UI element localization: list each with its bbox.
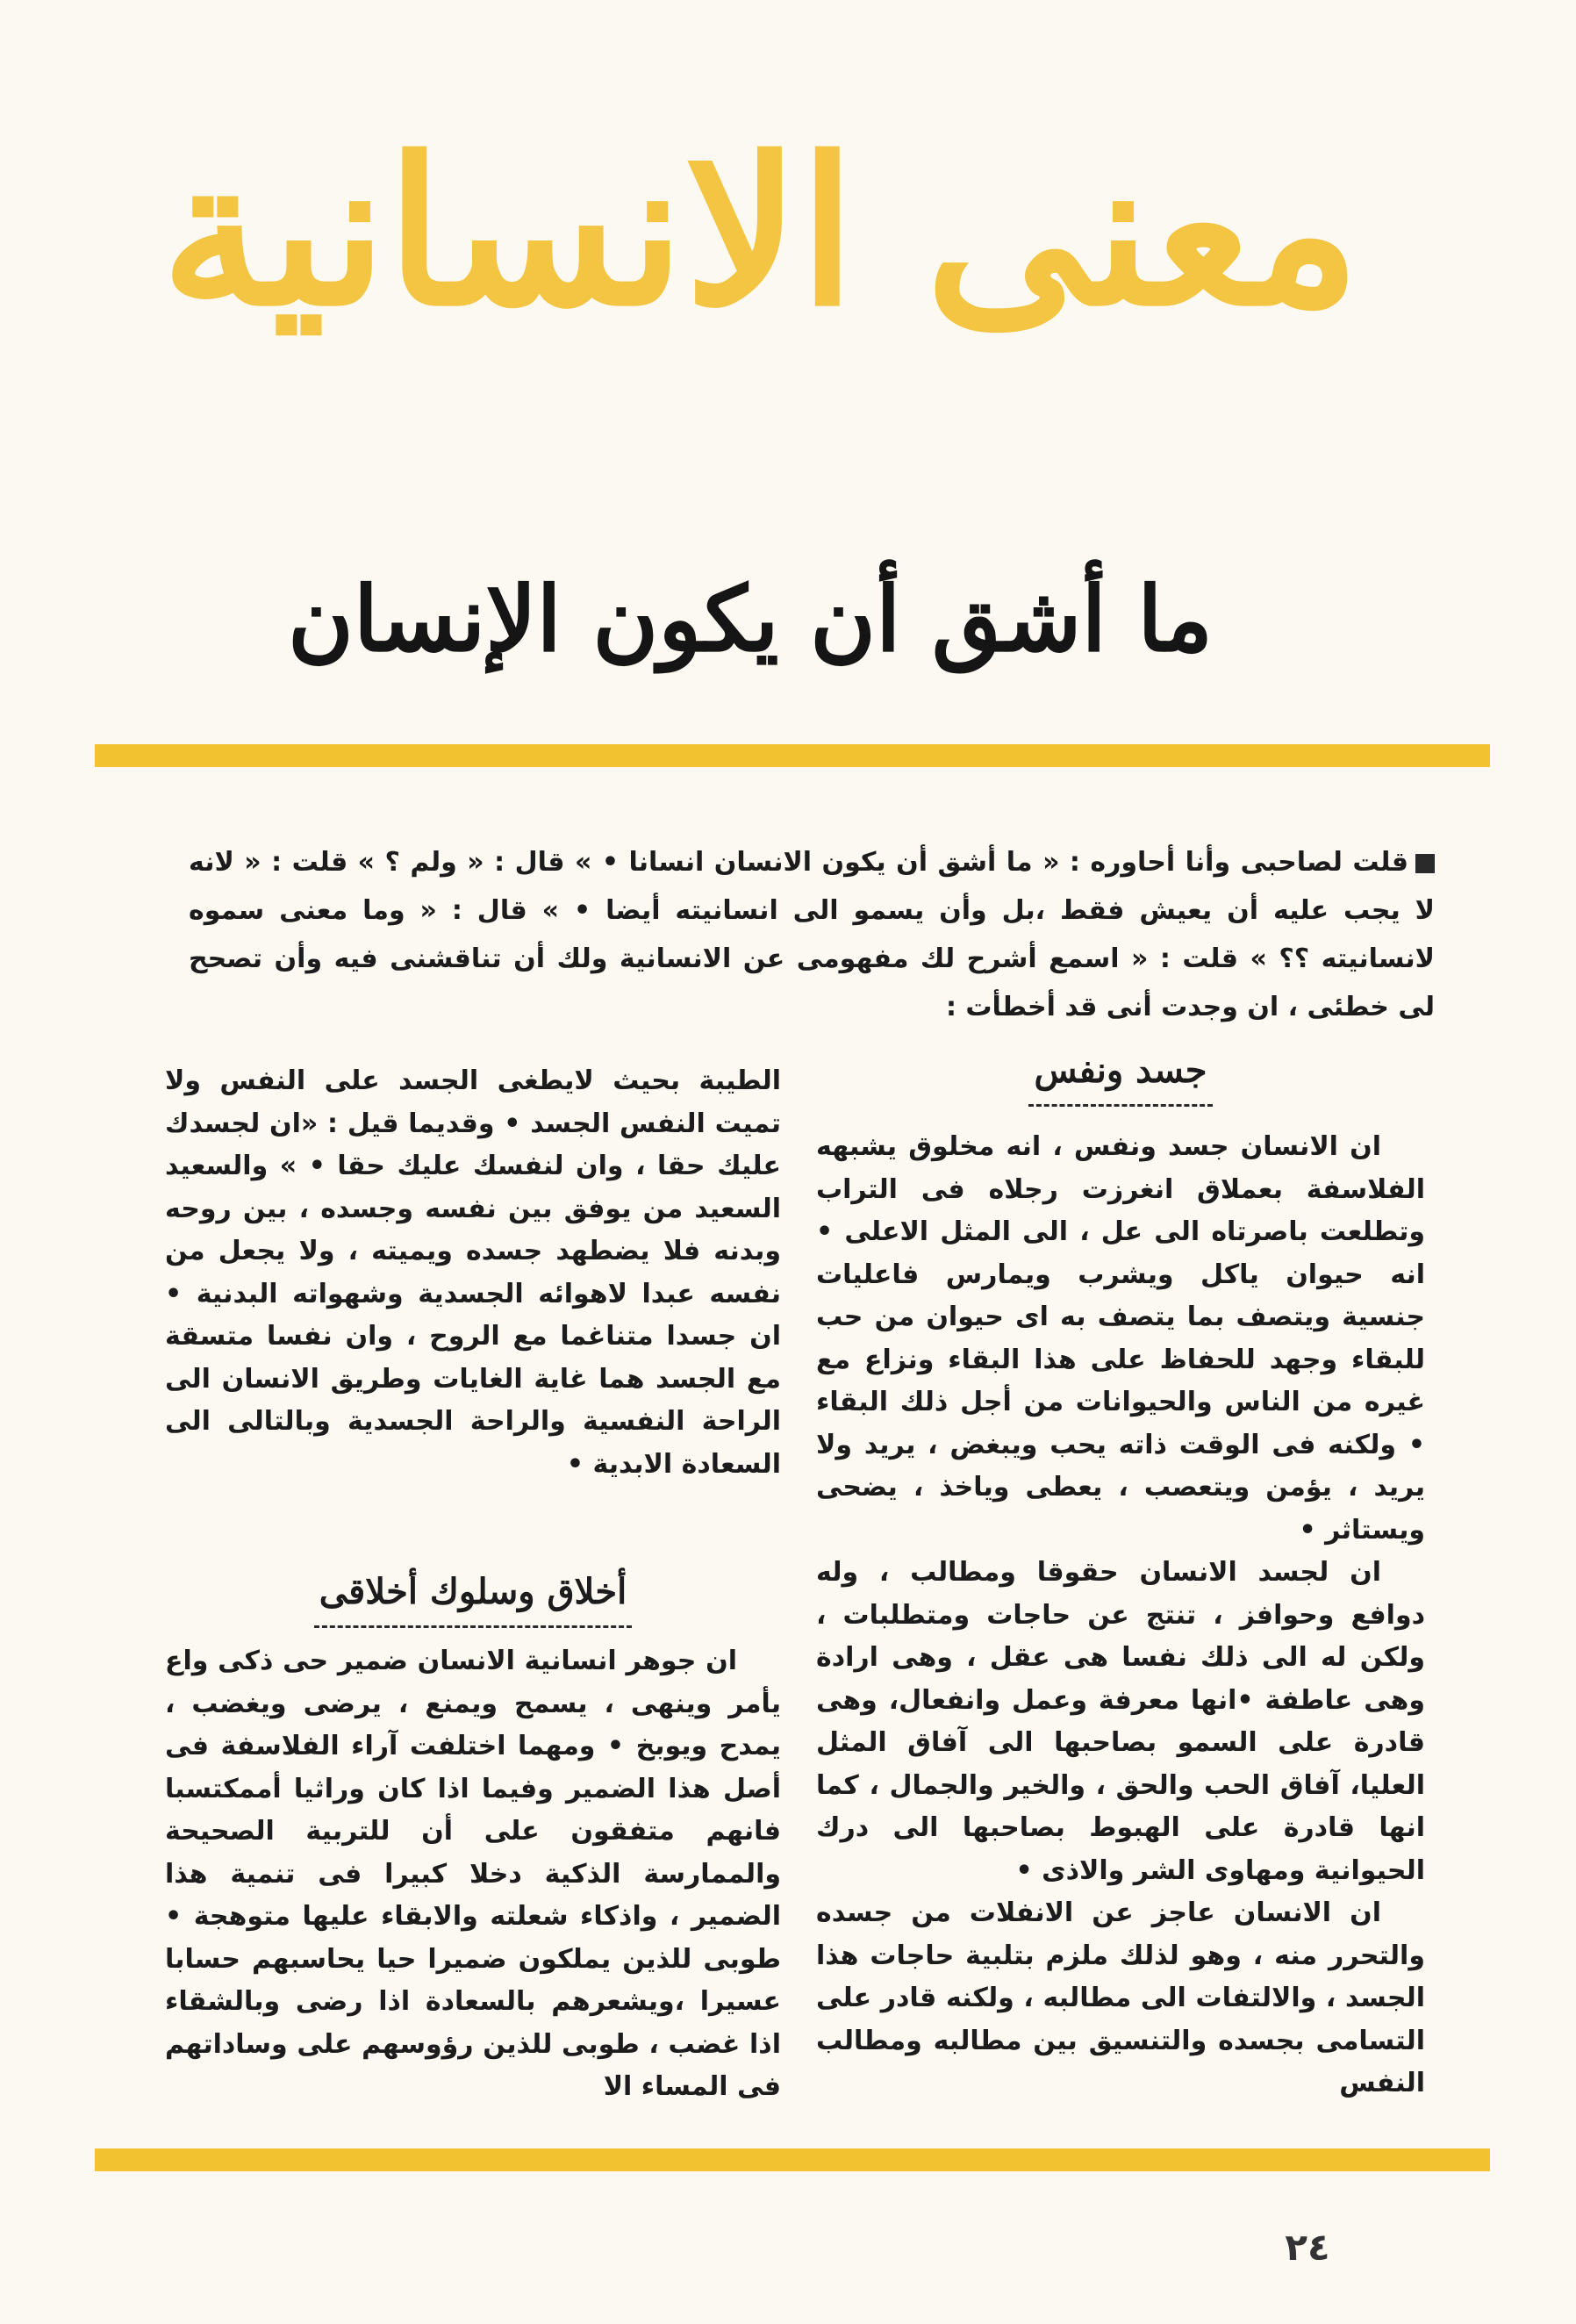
section-heading-ethics: أخلاق وسلوك أخلاقى [165, 1566, 781, 1628]
intro-text: قلت لصاحبى وأنا أحاوره : « ما أشق أن يكون الانسان انسانا • » قال : « ولم ؟ » قلت : « لانه لا يجب عليه أن يعيش فقط ،بل وأن يسمو الى انسانيته أيضا • » قال : « وما معنى سموه لانسانيته ؟؟ » قلت : « اسمع أشرح لك مفهومى عن الانسانية ولك أن تناقشنى فيه وأن تصحح لى خطئى ، ان وجدت أنى قد أخطأت : [189, 847, 1435, 1022]
body-paragraph: ان الانسان جسد ونفس ، انه مخلوق يشبهه الفلاسفة بعملاق انغرزت رجلاه فى التراب وتطلعت باصرتاه الى عل ، الى المثل الاعلى • انه حيوان ياكل ويشرب ويمارس فاعليات جنسية ويتصف بما يتصف به اى حيوان من حب للبقاء وجهد للحفاظ على هذا البقاء ونزاع مع غيره من الناس والحيوانات من أجل ذلك البقاء • ولكنه فى الوقت ذاته يحب ويبغض ، يريد ولا يريد ، يؤمن ويتعصب ، يعطى وياخذ ، يضحى ويستاثر • [816, 1131, 1425, 1546]
section-heading-body-soul: جسد ونفس [816, 1044, 1425, 1107]
continuation-paragraph: الطيبة بحيث لايطغى الجسد على النفس ولا تميت النفس الجسد • وقديما قيل : «ان لجسدك عليك حقا ، وان لنفسك عليك حقا • » والسعيد السعيد من يوفق بين نفسه وجسده ، بين روحه وبدنه فلا يضطهد جسده ويميته ، ولا يجعل من نفسه عبدا لاهوائه الجسدية وشهواته البدنية • ان جسدا متناغما مع الروح ، وان نفسا متسقة مع الجسد هما غاية الغايات وطريق الانسان الى الراحة النفسية والراحة الجسدية وبالتالى الى السعادة الابدية • [165, 1065, 781, 1480]
body-paragraph: ان الانسان عاجز عن الانفلات من جسده والتحرر منه ، وهو لذلك ملزم بتلبية حاجات هذا الجسد ، والالتفات الى مطالبه ، ولكنه قادر على التسامى بجسده والتنسيق بين مطالبه ومطالب النفس [816, 1897, 1425, 2098]
left-column-ethics [165, 1640, 781, 2109]
top-divider [95, 744, 1490, 767]
paragraph-marker-icon [1415, 854, 1435, 873]
main-title: معنى الانسانية [161, 114, 1360, 351]
bottom-divider [95, 2148, 1490, 2171]
body-paragraph: ان لجسد الانسان حقوقا ومطالب ، وله دوافع وحوافز ، تنتج عن حاجات ومتطلبات ، ولكن له الى ذلك نفسا هى عقل ، وهى ارادة وهى عاطفة •انها معرفة وعمل وانفعال، وهى قادرة على السمو بصاحبها الى آفاق المثل العليا، آفاق الحب والحق ، والخير والجمال ، كما انها قادرة على الهبوط بصاحبها الى درك الحيوانية ومهاوى الشر والاذى • [816, 1557, 1425, 1886]
page-number: ٢٤ [1285, 2226, 1330, 2269]
intro-paragraph [189, 838, 1435, 1031]
body-paragraph: ان جوهر انسانية الانسان ضمير حى ذكى واع يأمر وينهى ، يسمح ويمنع ، يرضى ويغضب ، يمدح ويوبخ • ومهما اختلفت آراء الفلاسفة فى أصل هذا الضمير وفيما اذا كان وراثيا أممكتسبا فانهم متفقون على أن للتربية الصحيحة والممارسة الذكية دخلا كبيرا فى تنمية هذا الضمير ، واذكاء شعلته والابقاء عليها متوهجة • طوبى للذين يملكون ضميرا حيا يحاسبهم حسابا عسيرا ،ويشعرهم بالسعادة اذا رضى وبالشقاء اذا غضب ، طوبى للذين رؤوسهم على وساداتهم فى المساء الا [165, 1646, 781, 2102]
right-column [816, 1044, 1425, 2105]
left-column-continuation [165, 1060, 781, 1486]
subtitle: ما أشق أن يكون الإنسان [287, 567, 1214, 672]
